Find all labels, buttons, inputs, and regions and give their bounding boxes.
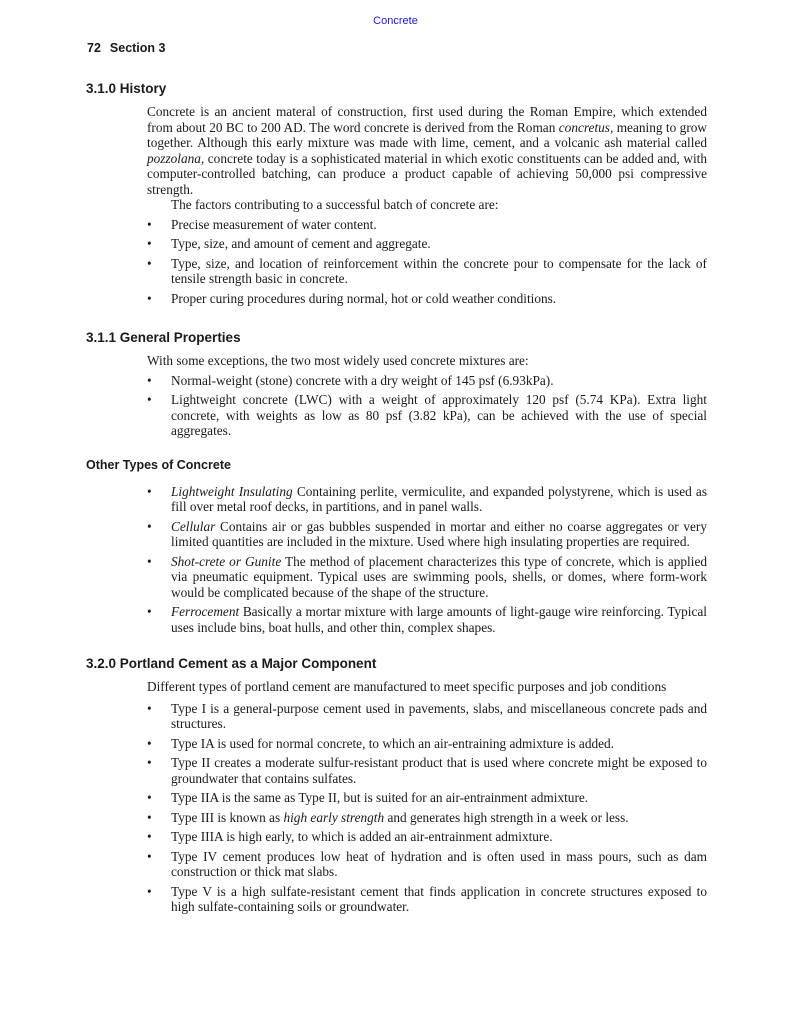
- list-item: • Type, size, and location of reinforcement within the concrete pour to compensate for the lack of tensile strength basic in concrete.: [147, 255, 707, 286]
- top-link-concrete[interactable]: Concrete: [373, 15, 418, 27]
- page-number: 72: [87, 41, 101, 55]
- list-item: • Precise measurement of water content.: [147, 216, 377, 232]
- list-item: • Normal-weight (stone) concrete with a dry weight of 145 psf (6.93kPa).: [147, 372, 554, 388]
- heading-general-properties: 3.1.1 General Properties: [86, 330, 241, 345]
- list-item: • Type II creates a moderate sulfur-resistant product that is used where concrete might be exposed to groundwater that contains sulfates.: [147, 755, 707, 786]
- portland-intro: Different types of portland cement are manufactured to meet specific purposes and job conditions: [147, 679, 667, 694]
- heading-portland-cement: 3.2.0 Portland Cement as a Major Component: [86, 656, 377, 671]
- factors-list: [147, 217, 707, 307]
- page-header: [87, 41, 165, 55]
- page-content: [0, 80, 791, 919]
- heading-other-types: Other Types of Concrete: [86, 457, 231, 472]
- general-intro: With some exceptions, the two most widely used concrete mixtures are:: [147, 353, 529, 368]
- list-item: • Type III is known as high early strength and generates high strength in a week or less.: [147, 809, 629, 825]
- list-item: • Cellular Contains air or gas bubbles suspended in mortar and either no coarse aggregates or very limited quantities are included in the mixture. Used where high insulating properties are required.: [147, 518, 707, 549]
- list-item: • Type IV cement produces low heat of hydration and is often used in mass pours, such as dam construction or thick mat slabs.: [147, 848, 707, 879]
- list-item: • Type I is a general-purpose cement used in pavements, slabs, and miscellaneous concrete pads and structures.: [147, 700, 707, 731]
- list-item: • Type V is a high sulfate-resistant cement that finds application in concrete structures exposed to high sulfate-containing soils or groundwater.: [147, 883, 707, 914]
- list-item: • Ferrocement Basically a mortar mixture with large amounts of light-gauge wire reinforcing. Typical uses include bins, boat hulls, and other thin, complex shapes.: [147, 604, 707, 635]
- list-item: • Shot-crete or Gunite The method of placement characterizes this type of concrete, which is applied via pneumatic equipment. Typical uses are swimming pools, shells, or domes, where form-work would be complicated because of the shape of the structure.: [147, 553, 707, 600]
- list-item: • Type IA is used for normal concrete, to which an air-entraining admixture is added.: [147, 735, 614, 751]
- other-types-list: [147, 484, 707, 636]
- list-item: • Proper curing procedures during normal, hot or cold weather conditions.: [147, 290, 557, 306]
- factors-intro: The factors contributing to a successful batch of concrete are:: [171, 197, 499, 212]
- portland-types-list: [147, 701, 707, 915]
- history-paragraph: Concrete is an ancient materal of construction, first used during the Roman Empire, which extended from about 20 BC to 200 AD. The word concrete is derived from the Roman concretus, meaning to grow together. Although this early mixture was made with lime, cement, and a volcanic ash material called pozzolana, concrete today is a sophisticated material in which exotic constituents can be added and, with computer-controlled batching, can produce a product capable of achieving 50,000 psi compressive strength.: [147, 104, 707, 197]
- section-label: Section 3: [109, 41, 166, 55]
- list-item: • Type IIA is the same as Type II, but is suited for an air-entrainment admixture.: [147, 790, 589, 805]
- list-item: • Type IIIA is high early, to which is added an air-entrainment admixture.: [147, 829, 553, 844]
- heading-history: 3.1.0 History: [86, 81, 167, 96]
- general-list: [147, 373, 707, 439]
- list-item: • Lightweight Insulating Containing perlite, vermiculite, and expanded polystyrene, which is used as fill over metal roof decks, in partitions, and in panel walls.: [147, 483, 708, 514]
- list-item: • Lightweight concrete (LWC) with a weight of approximately 120 psf (5.74 KPa). Extra light concrete, with weights as low as 80 psf (3.82 kPa), can be achieved with the use of special aggregates.: [147, 392, 707, 438]
- list-item: • Type, size, and amount of cement and aggregate.: [147, 236, 431, 251]
